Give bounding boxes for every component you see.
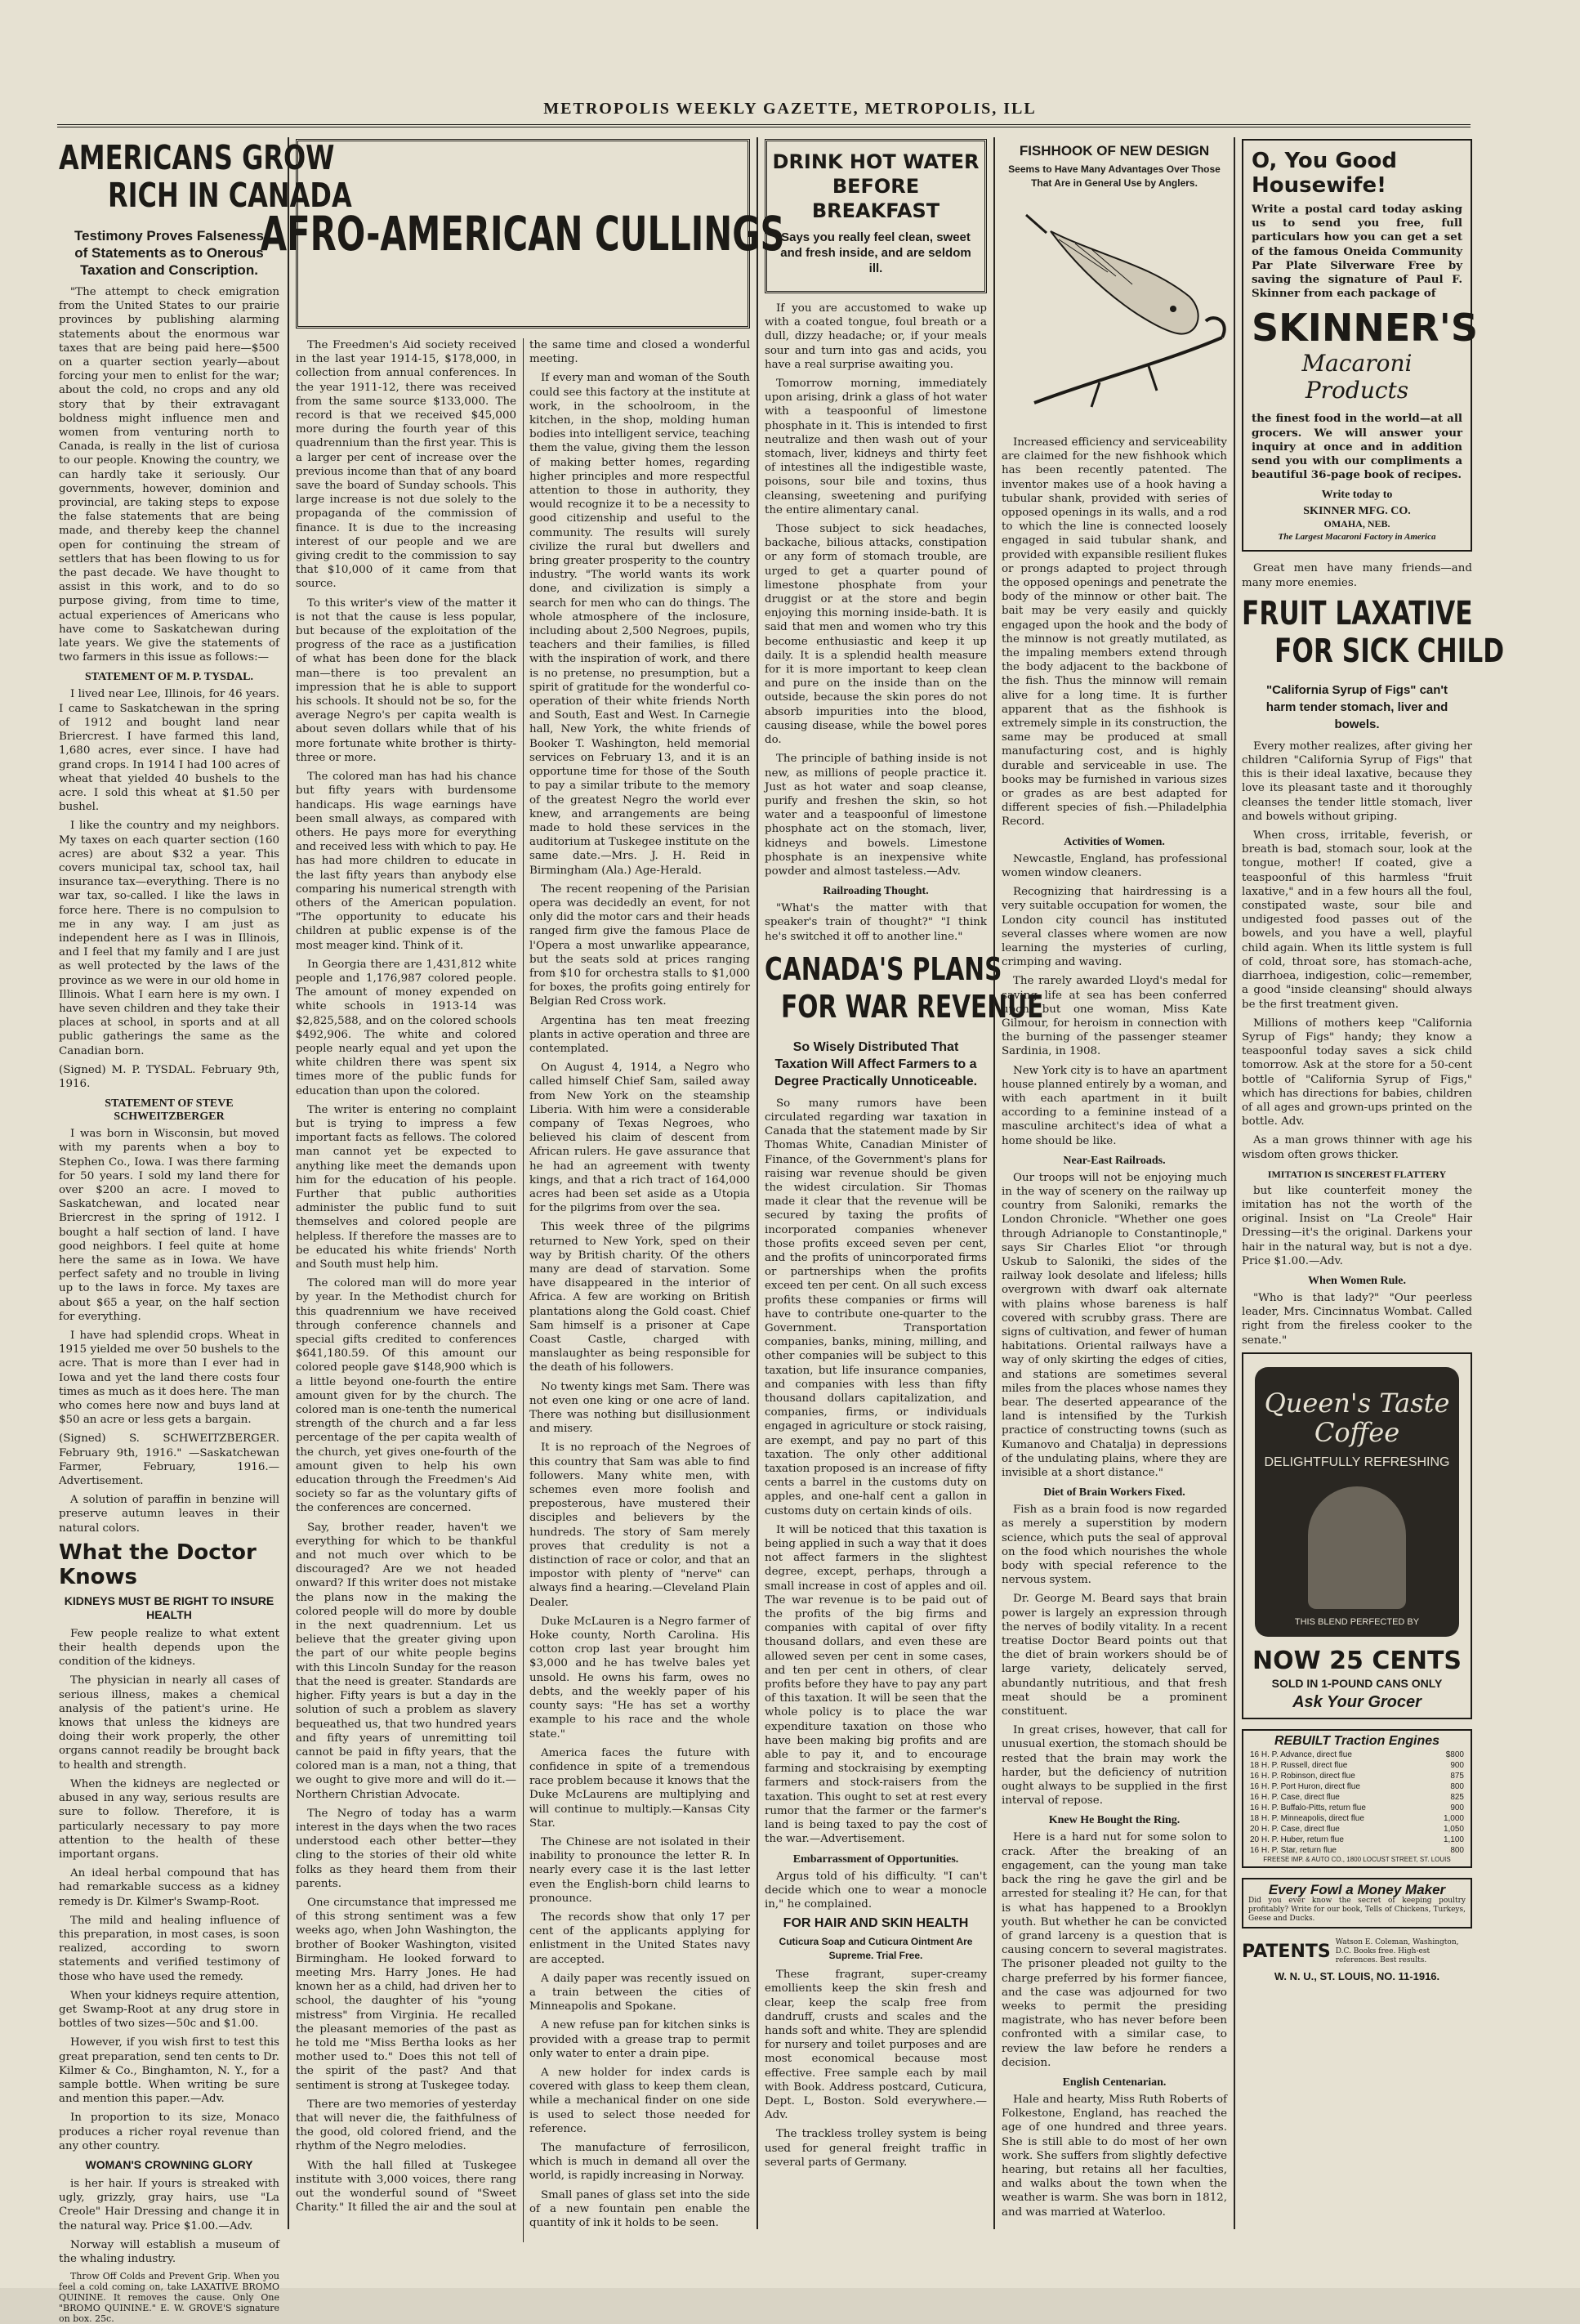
engine-name: 20 H. P. Huber, return flue [1250, 1835, 1344, 1844]
engine-name: 16 H. P. Buffalo-Pitts, return flue [1250, 1803, 1366, 1812]
column-rule [1234, 137, 1235, 2229]
article-paragraph: The mild and healing influence of this preparation, in most cases, is soon realized, according to sworn statements and verified testimony of those who have used the remedy. [59, 1914, 279, 1983]
article-paragraph: Few people realize to what extent their health depends upon the condition of the kidneys. [59, 1627, 279, 1669]
article-paragraph: In proportion to its size, Monaco produces a richer royal revenue than any other country. [59, 2112, 279, 2152]
article-paragraph: America faces the future with confidence in spite of a tremendous race problem because it knows that the Duke McLaurens are multiplying and will continue to multiply.—Kansas City Star. [529, 1746, 750, 1830]
coffee-brand: Queen's Taste [1264, 1387, 1450, 1419]
coffee-sub: THIS BLEND PERFECTED BY [1294, 1616, 1420, 1627]
fishhook-illustration [1002, 199, 1247, 427]
headline-line: RICH IN CANADA [108, 176, 352, 215]
article-paragraph: A new holder for index cards is covered with glass to keep them clean, while a mechanical finder on one side is used to select those needed for reference. [529, 2066, 750, 2135]
engine-row [1248, 1792, 1466, 1803]
article-deck: "California Syrup of Figs" can't harm tender stomach, liver and bowels. [1265, 682, 1448, 731]
engines-title: REBUILT Traction Engines [1274, 1733, 1440, 1748]
fishhook-icon [1002, 199, 1247, 427]
article-paragraph: The physician in nearly all cases of serious illness, makes a chemical analysis of the patient's urine. He knows that unless the kidneys are doing their work properly, the other organs cannot readily be brought back to health and strength. [59, 1674, 279, 1772]
engine-name: 16 H. P. Robinson, direct flue [1250, 1771, 1355, 1781]
headline-line: FOR SICK CHILD [1274, 632, 1505, 670]
doctor-headline: What the Doctor Knows [59, 1540, 257, 1589]
article-paragraph: The records show that only 17 per cent of the applicants applying for enlistment in the United States navy are accepted. [529, 1911, 750, 1966]
column-3 [765, 139, 1044, 2247]
afro-american-body [296, 338, 750, 2242]
article-paragraph: I was born in Wisconsin, but moved with my parents when a boy to Stephen Co., Iowa. I was there farming for 50 years. I sold my land there for over $200 an acre. I moved to Saskatchewan, and located near Briercrest in the spring of 1912. I bought a half section of land. I have good neighbors. I feel quite at home here the same as in Iowa. We have perfect safety and no trouble in living up to the laws in force. My taxes are about $65 a year, on the half section for everything. [59, 1128, 279, 1323]
engine-price: 800 [1450, 1845, 1464, 1855]
engine-row [1248, 1750, 1466, 1760]
page-footer: W. N. U., ST. LOUIS, NO. 11-1916. [1274, 1969, 1440, 1982]
filler-item: Argus told of his difficulty. "I can't decide which one to wear a monocle in," he complained. [765, 1870, 987, 1911]
engine-row [1248, 1835, 1466, 1845]
engine-price: 1,050 [1443, 1824, 1464, 1834]
article-paragraph: is her hair. If yours is streaked with ugly, grizzly, gray hairs, use "La Creole" Hair Dressing and change it in the natural way. Price $1.00.—Adv. [59, 2177, 279, 2232]
column-2 [261, 139, 785, 2247]
headline-line: CANADA'S PLANS [765, 950, 1002, 987]
article-paragraph: "The attempt to check emigration from the United States to our prairie provinces by publishing alarming statements about the enormous war taxes that are being paid here—$500 on a quarter section yearly—about forcing your men to enlist for the war; about the cold, no crops and any old story that by their extravagant boldness might influence men and women from venturing north to Canada, is really in the list of curiosa to our people. Knowing the country, we can hardly take it seriously. Our governments, however, dominion and provincial, are taking steps to expose the false statements that are being made, and thereby keep the channel open for continuing the stream of settlers that has been flowing to us for the past decade. We have thought to assist in this work, and to do so purpose giving, from time to time, actual experiences of Americans who have come to Saskatchewan during late years. We give the statements of two farmers in this issue as follows:— [59, 286, 279, 664]
column-4 [1002, 139, 1227, 2247]
filler-item: "Who is that lady?" "Our peerless leader, Mrs. Cincinnatus Wombat. Called right from the fireless cooker to the senate." [1242, 1291, 1472, 1347]
statement-title: STATEMENT OF M. P. TYSDAL. [84, 671, 254, 684]
column-rule [993, 137, 995, 2229]
engine-price: 825 [1450, 1792, 1464, 1802]
patents-body: Watson E. Coleman, Washington, D.C. Books free. High-est references. Best results. [1335, 1937, 1459, 1964]
engine-row [1248, 1845, 1466, 1856]
engine-name: 18 H. P. Russell, direct flue [1250, 1760, 1348, 1770]
engine-price: 1,100 [1443, 1835, 1464, 1844]
doctor-subhead: KIDNEYS MUST BE RIGHT TO INSURE HEALTH [64, 1593, 274, 1621]
article-paragraph: If you are accustomed to wake up with a coated tongue, foul breath or a dull, dizzy headache; or, if your meals sour and turn into gas and acids, you have a real surprise awaiting you. [765, 302, 987, 371]
article-paragraph: In great crises, however, that call for unusual exertion, the stomach should be rested that the brain may work the harder, but the deficiency of nutrition ought always to be supplied in the first interval of repose. [1002, 1724, 1227, 1808]
engine-price: 875 [1450, 1771, 1464, 1781]
article-paragraph: The Chinese are not isolated in their inability to pronounce the letter R. In nearly every case it is the last letter even the English-born child learns to pronounce. [529, 1835, 750, 1905]
headline-line: BEFORE BREAKFAST [811, 175, 940, 222]
fishhook-headline: FISHHOOK OF NEW DESIGN [1019, 143, 1210, 159]
article-paragraph: If every man and woman of the South could see this factory at the institute at work, in the schoolroom, in the kitchen, in the shop, molding human bodies into intelligent service, teaching them the value, giving them the lesson of making better homes, regarding higher principles and more respectful attention to those in authority, they would recognize it to be a necessity to good citizenship and useful to the community. The results will surely civilize the rural but dwellers and bring greater prosperity to the country industry. "The world wants its work done, and civilization is simply a search for men who can do things. The whole atmosphere of the inclosure, including about 2,500 Negroes, pupils, teachers and their families, is filled with the inspiration of work, and there is no pretense, no presumption, but a spirit of gratitude for the wonderful co-operation of their white friends North and South, East and West. In Carnegie hall, New York, the white friends of Booker T. Washington, held memorial services on February 13, and it is an opportune time for those of the South to pay a similar tribute to the memory of the greatest Negro the world ever knew, and arrangements are being made to hold these services in the auditorium at Tuskegee institute on the same date.—Mrs. J. H. Reid in Birmingham (Ala.) Age-Herald. [529, 372, 750, 877]
article-paragraph: The colored man will do more year by year. In the Methodist church for this quadrennium we have received through conference channels and special gifts credited to conferences $641,180.59. Of this amount our colored people gave $148,900 which is a little beyond one-fourth the entire amount given for by the church. The colored man is one-tenth the numerical strength of the church and a far less percentage of the per capita wealth of the church, yet gives one-fourth of the amount given to help his own education through the Freedmen's Aid society so far as the voluntary gifts of the conferences are concerned. [296, 1277, 516, 1515]
article-paragraph: When cross, irritable, feverish, or breath is bad, stomach sour, look at the tongue, mother! If coated, give a teaspoonful of this harmless "fruit laxative," and in a few hours all the foul, constipated waste, sour bile and undigested food passes out of the bowels, and you have a well, playful child again. When its little system is full of cold, throat sore, has stomach-ache, diarrhoea, indigestion, colic—remember, a good "inside cleansing" should always be the first treatment given. [1242, 829, 1472, 1011]
headline-line: FOR WAR REVENUE [781, 988, 1044, 1025]
filler-title: Near-East Railroads. [1063, 1154, 1166, 1167]
engine-row [1248, 1760, 1466, 1771]
column-rule [288, 137, 289, 2229]
article-paragraph: The manufacture of ferrosilicon, which is much in demand all over the world, is rapidly increasing in Norway. [529, 2141, 750, 2183]
engine-name: 20 H. P. Case, direct flue [1250, 1824, 1340, 1834]
filler-title: Activities of Women. [1064, 835, 1165, 848]
article-paragraph: The Negro of today has a warm interest in the days when the two races understood each other better—they cling to the stories of their old white folks as they heard them from their parents. [296, 1807, 516, 1890]
hair-deck: Cuticura Soap and Cuticura Ointment Are Supreme. Trial Free. [779, 1936, 973, 1962]
portrait-icon [1308, 1486, 1406, 1609]
column-5 [1242, 139, 1505, 2247]
fowl-title: Every Fowl a Money Maker [1268, 1881, 1446, 1897]
article-paragraph: Millions of mothers keep "California Syrup of Figs" handy; they know a teaspoonful today saves a sick child tomorrow. Ask at the store for a 50-cent bottle of "California Syrup of Figs," which has directions for babies, children of all ages and grown-ups printed on the bottle. Adv. [1242, 1017, 1472, 1128]
article-paragraph: The principle of bathing inside is not new, as millions of people practice it. Just as hot water and soap cleanse, purify and freshen the skin, so hot water and a teaspoonful of limestone phosphate act on the stomach, liver, kidneys and bowels. Limestone phosphate is an inexpensive white powder and almost tasteless.—Adv. [765, 753, 987, 878]
article-paragraph: It will be noticed that this taxation is being applied in such a way that it does not affect farmers in the slightest degree, except, perhaps, through a small increase in cost of apples and oil. The war revenue is to be paid out of the profits of the big firms and companies with capital of over fifty thousand dollars, and even these are allowed seven per cent in some cases, and ten per cent in others, of clear profits before they have to pay any part of this taxation. It will be seen that the whole policy is to place the war expenditure taxation on those who have been making big profits and are able to pay it, and to encourage farming and stockraising by exempting farmers and stock-raisers from the taxation. This ought to set at rest every rumor that the farmer or the farmer's land is being taxed to pay the cost of the war.—Advertisement. [765, 1523, 987, 1846]
engine-price: 1,000 [1443, 1813, 1464, 1823]
filler-item: Norway will establish a museum of the whaling industry. [59, 2238, 279, 2265]
engine-price: 900 [1450, 1803, 1464, 1812]
filler-title: When Women Rule. [1308, 1274, 1406, 1287]
article-paragraph: With the hall filled at Tuskegee institute with 3,000 voices, there rang out the wonderful sound of "Sweet Charity." It filled the air and the soul at the same time and closed a wonderful meeting. [296, 339, 750, 2215]
engine-name: 16 H. P. Case, direct flue [1250, 1792, 1340, 1802]
article-deck: Testimony Proves Falseness of Statements as to Onerous Taxation and Conscription. [74, 228, 265, 278]
engine-price: 800 [1450, 1781, 1464, 1791]
article-deck: So Wisely Distributed That Taxation Will Affect Farmers to a Degree Practically Unnoticeable. [774, 1039, 978, 1088]
filler-item: As a man grows thinner with age his wisdom often grows thicker. [1242, 1134, 1472, 1161]
ad-body: the finest food in the world—at all grocers. We will answer your inquiry at once and in addition send you with our compliments a beautiful 36-page book of recipes. [1252, 412, 1462, 482]
article-paragraph: The Freedmen's Aid society received in the last year 1914-15, $178,000, in collection from annual conferences. In the year 1911-12, there was received from the same source $133,000. The record is that we received $45,000 more during the fourth year of this quadrennium than the first year. This is a larger per cent of increase over the previous income than that of any board save the board of Sunday schools. This large increase is not due solely to the propaganda of the commission of finance. It is due to the increasing interest of our people and we are giving credit to the commission to say that $10,000 of it came from that source. [296, 339, 516, 591]
statement-title: STATEMENT OF STEVE SCHWEITZBERGER [105, 1097, 234, 1124]
article-paragraph: To this writer's view of the matter it is not that the cause is less popular, but because of the exploitation of the progress of the race as a justification of what has been done for the black man—there is too prevalent an impression that he is able to support his schools. It should not be so, for the average Negro's per capita wealth is about seven dollars while that of his more fortunate white brother is thirty-three or more. [296, 597, 516, 764]
article-paragraph: Duke McLauren is a Negro farmer of Hoke county, North Carolina. His cotton crop last year brought him $3,000 and he has twelve bales yet unsold. He owns his farm, owes no debts, and the weekly paper of his county says: "He has set a worthy example to his race and the whole state." [529, 1615, 750, 1741]
article-paragraph: The recent reopening of the Parisian opera was decidedly an event, for not only did the motor cars and their heads ranged firm give the famous Place de l'Opera a most unwarlike appearance, but the seats sold at prices ranging from $10 for orchestra stalls to $1,000 for boxes, the profits going entirely for Belgian Red Cross work. [529, 883, 750, 1008]
ad-company: SKINNER MFG. CO. [1303, 505, 1411, 518]
article-paragraph: Our troops will not be enjoying much in the way of scenery on the railway up country from Saloniki, remarks the London Chronicle. "Whether one goes through Adrianople to Constantinople," says Sir Charles Eliot "or through Uskub to Saloniki, the sides of the railway look desolate and lifeless; hills overgrown with dwarf oak alternate with plains whose bareness is half covered with scrubby grass. There are signs of cultivation, and fewer of human habitations. Oriental railways have a way of only skirting the edges of cities, and stations are sometimes several miles from the places whose names they bear. The deserted appearance of the land is intensified by the Turkish practice of constructing towns (such as Kumanovo and Chatalja) in depressions of the undulating plains, where they are invisible at a short distance." [1002, 1171, 1227, 1480]
article-paragraph: The writer is entering no complaint but is trying to impress a few important facts as fellows. The colored man cannot yet be expected to anything like meet the demands upon him for the education of his people. Further that public authorities administer the public fund to suit themselves and colored people are helpless. If therefore the masses are to be educated his white friends' North and South must help him. [296, 1103, 516, 1271]
column-1 [59, 138, 352, 2324]
filler-title: Railroading Thought. [823, 885, 929, 898]
article-paragraph: When your kidneys require attention, get Swamp-Root at any drug store in bottles of two sizes—50c and $1.00. [59, 1989, 279, 2031]
filler-title: Diet of Brain Workers Fixed. [1043, 1486, 1185, 1499]
column-rule [757, 137, 758, 2229]
article-paragraph: I have had splendid crops. Wheat in 1915 yielded me over 50 bushels to the acre. That is more than I ever had in Iowa and yet the land there costs four times as much as it does here. The man who comes here now and buys land at $50 an acre or less gets a bargain. [59, 1330, 279, 1427]
article-paragraph: I lived near Lee, Illinois, for 46 years. I came to Saskatchewan in the spring of 1912 and bought land near Briercrest. I have farmed this land, 1,680 acres, ever since. I have had grand crops. In 1914 I had 100 acres of wheat that yielded 40 bushels to the acre. I sold this wheat at $1.50 per bushel. [59, 688, 279, 814]
filler-item: The trackless trolley system is being used for general freight traffic in several parts of Germany. [765, 2128, 987, 2169]
article-paragraph: Recognizing that hairdressing is a very suitable occupation for women, the London city council has instituted several classes where women are now learning the mysteries of curling, crimping and waving. [1002, 886, 1227, 969]
engine-price: 900 [1450, 1760, 1464, 1770]
header-rule [57, 124, 1471, 127]
running-head: METROPOLIS WEEKLY GAZETTE, METROPOLIS, ILL [543, 100, 1037, 118]
article-paragraph: Say, brother reader, haven't we everything for which to be thankful and not much over which to be discouraged? Are we not headed onward? If this writer does not mistake the plans now in the making the colored people will do more by double in the next quadrennium. Let us believe that the greater giving upon the part of our white people begins with this Lincoln Sunday for the reason that the need is greater. Standards are higher. Fifty years is but a day in the solution of such a problem as slavery bequeathed us, that two hundred years and fifty years of unremitting toil cannot be paid in fifty years, that the colored man is a man, not a thing, that we ought to give more and will do it.—Northern Christian Advocate. [296, 1521, 516, 1801]
skinner-brand: SKINNER'S [1252, 306, 1478, 351]
engine-row [1248, 1771, 1466, 1781]
filler-title: Embarrassment of Opportunities. [792, 1852, 959, 1866]
fowl-ad [1242, 1878, 1472, 1928]
traction-engines-ad [1242, 1729, 1472, 1868]
ad-write: Write today to [1321, 489, 1393, 502]
fowl-body: Did you ever know the secret of keeping poultry profitably? Write for our book, Tells of Chickens, Turkeys, Geese and Ducks. [1248, 1896, 1466, 1923]
article-paragraph: Every mother realizes, after giving her children "California Syrup of Figs" that this is their ideal laxative, because they love its pleasant taste and it thoroughly cleanses the tender little stomach, liver and bowels without griping. [1242, 740, 1472, 823]
engine-name: 16 H. P. Star, return flue [1250, 1845, 1337, 1855]
glory-headline: WOMAN'S CROWNING GLORY [85, 2157, 253, 2171]
coffee-brand: Coffee [1314, 1416, 1400, 1448]
article-paragraph: Fish as a brain food is now regarded as merely a superstition by modern science, which puts the seal of approval on the food which nourishes the whole body with special reference to the nervous system. [1002, 1504, 1227, 1587]
coffee-ad [1242, 1352, 1472, 1719]
headline-line: DRINK HOT WATER [772, 150, 980, 173]
article-paragraph: Hale and hearty, Miss Ruth Roberts of Folkestone, England, has reached the age of one hundred and three years. She is still able to do most of her own work. She suffers from slightly defective hearing, but retains all her faculties, and walks about the town when the weather is warm. She was born in 1812, and was married at Waterloo. [1002, 2093, 1227, 2219]
filler-title: Knew He Bought the Ring. [1048, 1814, 1181, 1827]
article-paragraph: Argentina has ten meat freezing plants in active operation and three are contemplated. [529, 1014, 750, 1055]
engine-row [1248, 1824, 1466, 1835]
ad-headline: O, You Good [1252, 149, 1398, 173]
article-paragraph: There are two memories of yesterday that will never die, the faithfulness of the good, old colored friend, and the rhythm of the Negro melodies. [296, 2098, 516, 2153]
article-paragraph: A new refuse pan for kitchen sinks is provided with a grease trap to permit only water to enter a drain pipe. [529, 2019, 750, 2060]
filler-title: IMITATION IS SINCEREST FLATTERY [1267, 1168, 1447, 1180]
article-paragraph: On August 4, 1914, a Negro who called himself Chief Sam, sailed away from New York on the steamship Liberia. With him were a considerable company of Texas Negroes, who believed his claim of descent from African rulers. He gave assurance that he had an agreement with twenty kings, and that a rich tract of 164,000 acres had been set aside as a Utopia for the pilgrims from over the sea. [529, 1061, 750, 1215]
engine-row [1248, 1803, 1466, 1813]
article-paragraph: The colored man has had his chance but fifty years with burdensome handicaps. His wage earnings have been small always, as compared with others. He pays more for everything and received less with which to pay. He has had more children to educate in the last fifty years than anybody else comparing his numerical strength with others of the American population. "The opportunity to educate his children at public expense is of the most meager kind. Think of it. [296, 771, 516, 952]
hair-headline: FOR HAIR AND SKIN HEALTH [783, 1916, 969, 1931]
article-paragraph: Increased efficiency and serviceability are claimed for the new fishhook which has been recently patented. The inventor makes use of a hook having a tubular shank, provided with series of opposed openings in its walls, and a rod to which the line is connected loosely engaged in said tubular shank, and provided with expansible resilient flukes or prongs adapted to project through the opposed openings and penetrate the body of the minnow or other bait. The bait may be very easily and quickly engaged upon the hook and the body of the minnow is not greatly mutilated, as the impaling members extend through the body adjacent to the backbone of the fish. Thus the minnow will remain alive for a long time. It is further apparent that as the fishhook is extremely simple in its construction, the same may be produced at small manufacturing cost, and is highly durable and serviceable in use. The books may be furnished in various sizes or grades as are best adapted for different species of fish.—Philadelphia Record. [1002, 436, 1227, 829]
patents-ad [1242, 1938, 1472, 1965]
coffee-ask: Ask Your Grocer [1292, 1692, 1422, 1711]
skinner-ad [1242, 139, 1478, 552]
article-paragraph: One circumstance that impressed me of this strong sentiment was a few weeks ago, when John Washington, the brother of Booker Washington, visited Birmingham. He looked forward to meeting Mrs. Harry Jones. He had known her as a child, had driven her to school, the daughter of his "young mistress" from Virginia. He recalled the pleasant memories of the past as he told me "Miss Bertha looks as her mother used to." Does this not tell of the spirit of the past? And that sentiment is strong at Tuskegee today. [296, 1896, 516, 2092]
article-paragraph: It is no reproach of the Negroes of this country that Sam was able to find followers. Many white men, with schemes even more foolish and preposterous, have mustered their disciples and believers by the hundreds. The story of Sam merely proves that credulity is not a distinction of race or color, and that an impostor with plenty of "nerve" can always find a hearing.—Cleveland Plain Dealer. [529, 1441, 750, 1609]
engine-name: 16 H. P. Port Huron, direct flue [1250, 1781, 1360, 1791]
engines-table [1248, 1750, 1466, 1856]
article-paragraph: However, if you wish first to test this great preparation, send ten cents to Dr. Kilmer & Co., Binghamton, N. Y., for a sample bottle. When writing be sure and mention this paper.—Adv. [59, 2036, 279, 2106]
engines-footer: FREESE IMP. & AUTO CO., 1800 LOCUST STREET, ST. LOUIS [1263, 1855, 1451, 1863]
article-paragraph: An ideal herbal compound that has had remarkable success as a kidney remedy is Dr. Kilmer's Swamp-Root. [59, 1867, 279, 1908]
article-paragraph: New York city is to have an apartment house planned entirely by a woman, and with each apartment in it built according to a feminine instead of a masculine architect's idea of what a home should be like. [1002, 1064, 1227, 1147]
headline-line: AMERICANS GROW [59, 138, 335, 177]
article-paragraph: Small panes of glass set into the side of a new fountain pen enable the quantity of ink it holds to be seen. [529, 2188, 750, 2229]
article-paragraph: A daily paper was recently issued on a train between the cities of Minneapolis and Spokane. [529, 1972, 750, 2013]
article-paragraph: So many rumors have been circulated regarding war taxation in Canada that the statement made by Sir Thomas White, Canadian Minister of Finance, of the Government's plans for raising war revenue should be given the widest circulation. Sir Thomas made it clear that the revenue will be secured by taxing the profits of incorporated companies whenever those profits exceed seven per cent, and the profits of unincorporated firms or partnerships when the profits exceed ten per cent. On all such excess profits these companies or firms will have to contribute one-quarter to the Government. Transportation companies, banks, mining, milling, and other companies will be subject to this taxation, but life insurance companies, and companies with less than fifty thousand dollars capitalization, and companies, firms, or individuals engaged in agriculture or stock raising, are exempt, and pay no part of this taxation. The only other additional taxation proposed is an increase of fifty cents a barrel in the customs duty on apples, and one-half cent a gallon in customs duty on certain kinds of oils. [765, 1097, 987, 1517]
article-deck: Says you really feel clean, sweet and fresh inside, and are seldom ill. [780, 230, 971, 275]
coffee-sub: DELIGHTFULLY REFRESHING [1264, 1455, 1450, 1469]
skinner-product: Macaroni Products [1301, 350, 1413, 404]
ad-city: OMAHA, NEB. [1323, 518, 1390, 530]
article-paragraph: The rarely awarded Lloyd's medal for saving life at sea has been conferred upon but one woman, Miss Kate Gilmour, for heroism in connection with the burning of the passenger steamer Sardinia, in 1908. [1002, 975, 1227, 1058]
article-paragraph: Those subject to sick headaches, backache, bilious attacks, constipation or any form of stomach trouble, are urged to get a quarter pound of limestone phosphate from your druggist or at the store and begin enjoying this morning inside-bath. It is said that men and women who try this become enthusiastic and keep it up daily. It is a splendid health measure for it is more important to keep clean and pure on the inside than on the outside, because the skin pores do not absorb impurities into the blood, causing disease, while the bowel pores do. [765, 523, 987, 747]
article-paragraph: No twenty kings met Sam. There was not even one king or one acre of land. There was nothing but disillusionment and misery. [529, 1380, 750, 1436]
fishhook-deck: Seems to Have Many Advantages Over Those That Are in General Use by Anglers. [1008, 163, 1221, 189]
engine-name: 16 H. P. Advance, direct flue [1250, 1750, 1352, 1759]
filler-title: English Centenarian. [1062, 2076, 1167, 2089]
patents-word: PATENTS [1242, 1941, 1331, 1962]
afro-american-headline: AFRO-AMERICAN CULLINGS [261, 206, 785, 261]
headline-line: FRUIT LAXATIVE [1242, 594, 1473, 632]
ad-body: Write a postal card today asking us to send you free, full particulars how you can get a set of the famous Oneida Community Par Plate Silverware Free by saving the signature of Paul F. Skinner from each package of [1252, 203, 1462, 301]
article-paragraph: Here is a hard nut for some solon to crack. After the breaking of an engagement, can the young man take back the ring he gave the girl and be arrested for stealing it? He can, for that is what has happened to a Brooklyn youth. But whether he can be convicted of grand larceny is a question that is causing concern to several magistrates. The prisoner pleaded not guilty to the charge preferred by his former fiancee, and the case was adjourned for two weeks to permit the presiding magistrate, who has never before been confronted with a similar case, to review the law before he renders a decision. [1002, 1831, 1227, 2069]
article-paragraph: I like the country and my neighbors. My taxes on each quarter section (160 acres) are about $32 a year. This covers municipal tax, school tax, hail insurance tax—everything. There is no war tax, so-called. I like the laws in force here. There is no compulsion to me in any way. I am just as independent here as I was in Illinois, and I feel that my family and I are just as well protected by the laws of the province as we were in our old home in Illinois. What I earn here is my own. I have seven children and they take their places at school, in sports and at all public gatherings the same as the Canadian born. [59, 820, 279, 1057]
filler-item: A solution of paraffin in benzine will preserve autumn leaves in their natural colors. [59, 1494, 279, 1535]
afro-american-headline-box [261, 139, 785, 328]
ad-headline: Housewife! [1252, 173, 1386, 198]
signature: (Signed) S. SCHWEITZBERGER. February 9th, 1916." —Saskatchewan Farmer, February, 1916.—Advertisement. [59, 1432, 279, 1488]
article-paragraph: Dr. George M. Beard says that brain power is largely an expression through the nerves of bodily vitality. In a recent treatise Doctor Beard points out that the diet of brain workers should be of large variety, delicately served, abundantly nutritious, and that fresh meat should be a prominent constituent. [1002, 1593, 1227, 1718]
article-paragraph: but like counterfeit money the imitation has not the worth of the original. Insist on "La Creole" Hair Dressing—it's the original. Darkens your hair in the natural way, but is not a dye. Price $1.00.—Adv. [1242, 1184, 1472, 1267]
signature: (Signed) M. P. TYSDAL. February 9th, 1916. [59, 1063, 279, 1090]
article-paragraph: Newcastle, England, has professional women window cleaners. [1002, 852, 1227, 879]
coffee-price: NOW 25 CENTS [1252, 1646, 1462, 1675]
article-paragraph: When the kidneys are neglected or abused in any way, serious results are sure to follow. Therefore, it is particularly necessary to pay more attention to the health of these important organs. [59, 1777, 279, 1861]
engine-row [1248, 1781, 1466, 1792]
coffee-sold: SOLD IN 1-POUND CANS ONLY [1271, 1676, 1443, 1690]
grip-ad: Throw Off Colds and Prevent Grip. When you feel a cold coming on, take LAXATIVE BROMO QUININE. It removes the cause. Only One "BROMO QUININE." E. W. GROVE'S signature on box. 25c. [59, 2271, 279, 2324]
coffee-can [1255, 1367, 1459, 1637]
canada-headline [765, 950, 1044, 1032]
article-paragraph: In Georgia there are 1,431,812 white people and 1,176,987 colored people. The amount of money expended on white schools in 1913-14 was $2,825,588, and on the colored schools $492,906. The white and colored people nearly equal and yet upon the white children there was spent six times more of the public funds for education than upon the colored. [296, 958, 516, 1097]
article-paragraph: These fragrant, super-creamy emollients keep the skin fresh and clear, keep the scalp free from dandruff, crusts and scales and the hands soft and white. They are splendid for nursery and toilet purposes and are most economical because most effective. Free sample each by mail with Book. Address postcard, Cuticura, Dept. L, Boston. Sold everywhere.—Adv. [765, 1969, 987, 2122]
ad-tagline: The Largest Macaroni Factory in America [1278, 532, 1436, 543]
article-paragraph: This week three of the pilgrims returned to New York, sped on their way by British charity. Of the others many are dead of starvation. Some have disappeared in the interior of Africa. A few are working on British plantations along the Gold coast. Chief Sam himself is a prisoner at Cape Coast Castle, charged with manslaughter as being responsible for the death of his followers. [529, 1221, 750, 1374]
fruit-headline [1242, 594, 1505, 675]
engine-price: $800 [1445, 1750, 1464, 1759]
engine-row [1248, 1813, 1466, 1824]
filler-item: Great men have many friends—and many more enemies. [1242, 562, 1472, 589]
hot-water-ad [765, 139, 987, 293]
americans-headline [59, 138, 352, 221]
filler-item: "What's the matter with that speaker's train of thought?" "I think he's switched it off to another line." [765, 902, 987, 943]
article-paragraph: Tomorrow morning, immediately upon arising, drink a glass of hot water with a teaspoonful of limestone phosphate in it. This is intended to first neutralize and then wash out of your stomach, liver, kidneys and thirty feet of intestines all the indigestible waste, poisons, sour bile and toxins, thus cleansing, sweetening and purifying the entire alimentary canal. [765, 378, 987, 516]
engine-name: 18 H. P. Minneapolis, direct flue [1250, 1813, 1364, 1823]
